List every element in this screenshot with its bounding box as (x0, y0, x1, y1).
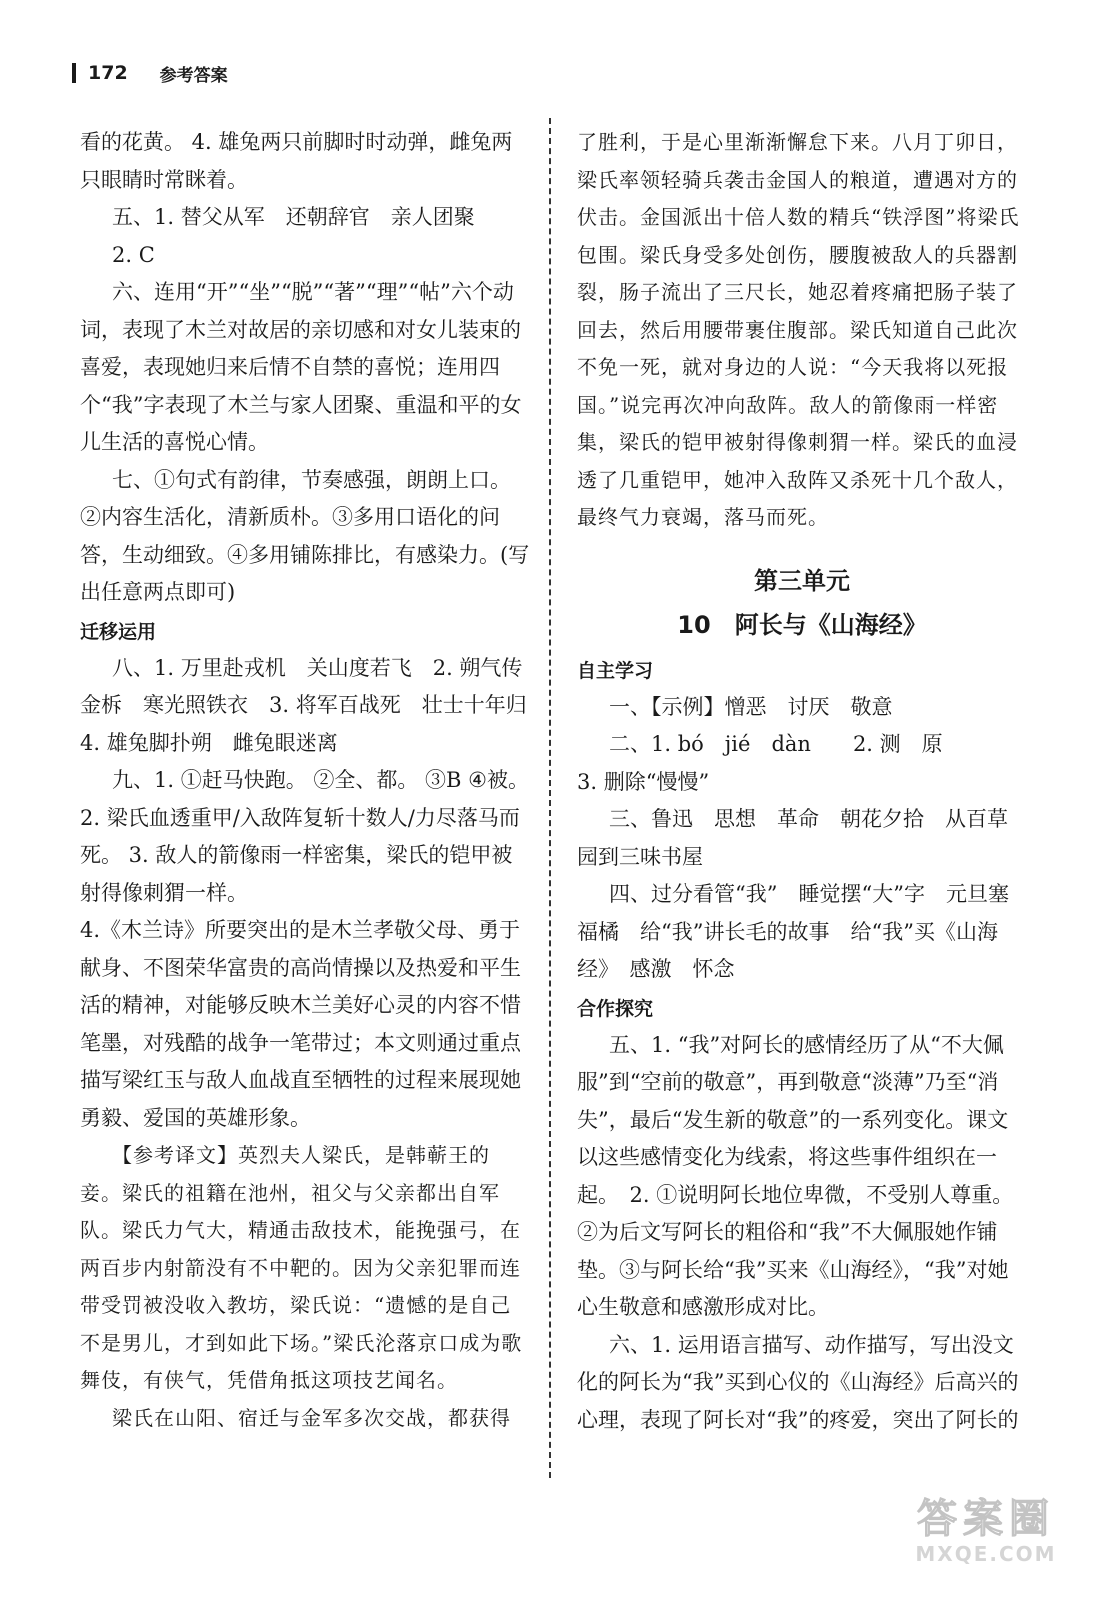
right-column (577, 124, 1027, 1439)
answer-paragraph: 八、1. 万里赴戎机 关山度若飞 2. 朔气传金柝 寒光照铁衣 3. 将军百战死 壮士十年归 4. 雄兔脚扑朔 雌兔眼迷离 (80, 655, 548, 755)
unit-title: 第三单元 (754, 566, 850, 595)
answer-paragraph: 看的花黄。 4. 雄兔两只前脚时时动弹，雌兔两只眼睛时常眯着。 (80, 130, 513, 192)
lesson-title: 10 阿长与《山海经》 (677, 610, 927, 639)
translation-paragraph: 【参考译文】英烈夫人梁氏，是韩蕲王的妾。梁氏的祖籍在池州，祖父与父亲都出自军队。梁氏力气大，精通击敌技术，能挽强弓，在两百步内射箭没有不中靶的。因为父亲犯罪而连带受罚被没收入教坊，梁氏说：“遗憾的是自己不是男儿，才到如此下场。”梁氏沦落京口成为歌舞伎，有侠气，凭借角抵这项技艺闻名。 (80, 1143, 523, 1392)
watermark-logo (911, 1496, 1061, 1570)
translation-paragraph: 了胜利，于是心里渐渐懈怠下来。八月丁卯日，梁氏率领轻骑兵袭击金国人的粮道，遭遇对方的伏击。金国派出十倍人数的精兵“铁浮图”将梁氏包围。梁氏身受多处创伤，腰腹被敌人的兵器割裂，肠子流出了三尺长，她忍着疼痛把肠子装了回去，然后用腰带裹住腹部。梁氏知道自己此次不免一死，就对身边的人说：“今天我将以死报国。”说完再次冲向敌阵。敌人的箭像雨一样密集，梁氏的铠甲被射得像刺猬一样。梁氏的血浸透了几重铠甲，她冲入敌阵又杀死十几个敌人，最终气力衰竭，落马而死。 (577, 130, 1020, 529)
answer-paragraph: 2. C (112, 242, 155, 267)
page-number: 172 (72, 61, 136, 85)
answer-paragraph: 六、1. 运用语言描写、动作描写，写出没文化的阿长为“我”买到心仪的《山海经》后高兴的心理，表现了阿长对“我”的疼爱，突出了阿长的 (577, 1332, 1019, 1432)
translation-paragraph: 梁氏在山阳、宿迁与金军多次交战，都获得 (112, 1405, 511, 1430)
section-heading: 自主学习 (577, 659, 654, 682)
answer-paragraph: 九、1. ①赶马快跑。 ②全、都。 ③B ④被。 2. 梁氏血透重甲/入敌阵复斩十数人/力尽落马而死。 3. 敌人的箭像雨一样密集，梁氏的铠甲被射得像刺猬一样。 (80, 768, 529, 905)
answer-paragraph: 六、连用“开”“坐”“脱”“著”“理”“帖”六个动词，表现了木兰对故居的亲切感和对女儿装束的喜爱，表现她归来后情不自禁的喜悦；连用四个“我”字表现了木兰与家人团聚、重温和平的女儿生活的喜悦心情。 (80, 280, 522, 454)
header-title: 参考答案 (159, 65, 228, 86)
section-heading: 合作探究 (577, 997, 654, 1020)
watermark-url: MXQE.COM (915, 1542, 1057, 1566)
column-divider (549, 118, 551, 1478)
answer-paragraph: 五、1. 替父从军 还朝辞官 亲人团聚 (112, 205, 475, 229)
answer-paragraph: 五、1. “我”对阿长的感情经历了从“不大佩服”到“空前的敬意”，再到敬意“淡薄”乃至“消失”，最后“发生新的敬意”的一系列变化。课文以这些感情变化为线索，将这些事件组织在一起。 2. ①说明阿长地位卑微，不受别人尊重。②为后文写阿长的粗俗和“我”不大佩服她作铺垫。③与阿长给“我”买来《山海经》，“我”对她心生敬意和感激形成对比。 (577, 1032, 1014, 1319)
left-column (80, 124, 548, 1437)
answer-paragraph: 四、过分看管“我” 睡觉摆“大”字 元旦塞福橘 给“我”讲长毛的故事 给“我”买《山海经》 感激 怀念 (577, 882, 1009, 981)
page-header (72, 58, 228, 88)
section-heading: 迁移运用 (80, 620, 157, 643)
answer-paragraph: 二、1. bó jié dàn 2. 测 原 (609, 732, 943, 756)
answer-paragraph: 一、【示例】憎恶 讨厌 敬意 (609, 694, 893, 719)
answer-paragraph: 4.《木兰诗》所要突出的是木兰孝敬父母、勇于献身、不图荣华富贵的高尚情操以及热爱和平生活的精神，对能够反映木兰美好心灵的内容不惜笔墨，对残酷的战争一笔带过；本文则通过重点描写梁红玉与敌人血战直至牺牲的过程来展现她勇毅、爱国的英雄形象。 (80, 918, 521, 1130)
answer-paragraph: 七、①句式有韵律，节奏感强，朗朗上口。②内容生活化，清新质朴。③多用口语化的问答，生动细致。④多用铺陈排比，有感染力。(写出任意两点即可) (80, 467, 530, 604)
answer-paragraph: 三、鲁迅 思想 革命 朝花夕拾 从百草园到三味书屋 (577, 807, 1008, 869)
watermark-text: 答案圈 (917, 1496, 1055, 1542)
answer-paragraph: 3. 删除“慢慢” (577, 769, 710, 794)
